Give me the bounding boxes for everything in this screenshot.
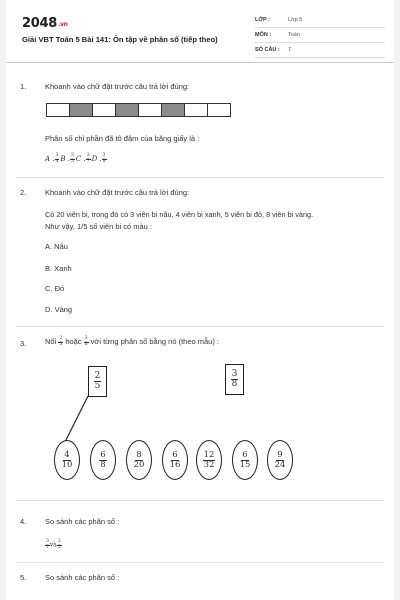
prompt-text: Nối (45, 337, 57, 346)
conjunction: và (49, 541, 57, 549)
fraction-oval[interactable] (162, 440, 188, 480)
answer-option[interactable]: C. Đỏ (45, 284, 65, 293)
meta-label: SỐ CÂU : (255, 47, 280, 53)
fraction: $\frac{3}{5}$ (71, 153, 74, 164)
meta-label: LỚP : (255, 17, 270, 23)
question-number: 4. (20, 517, 27, 526)
fraction: $\frac{4}{10}$ (61, 450, 73, 470)
question-text: Có 20 viên bi, trong đó có 3 viên bi nâu, 4 viên bi xanh, 5 viên bi đỏ, 8 viên bi vàng. (45, 210, 314, 219)
fraction-oval[interactable] (267, 440, 293, 480)
worksheet-page (6, 0, 394, 600)
answer-option[interactable]: B. Xanh (45, 264, 72, 273)
fraction: $\frac{3}{4}$ (55, 153, 59, 164)
fraction-box-3-8[interactable] (225, 364, 244, 395)
fraction-oval[interactable] (196, 440, 222, 480)
site-logo[interactable]: 2048.vn (22, 16, 68, 31)
fraction: $\frac{6}{15}$ (239, 450, 251, 470)
fraction: $\frac{12}{32}$ (203, 450, 215, 470)
question-number: 3. (20, 339, 27, 348)
match-line (6, 0, 394, 600)
question-number: 5. (20, 573, 27, 582)
answer-option[interactable]: A. Nâu (45, 242, 68, 251)
answer-option[interactable]: A . $\frac{3}{4}$ (45, 153, 59, 164)
meta-value: Lớp 5 (288, 17, 303, 23)
fraction-oval[interactable] (90, 440, 116, 480)
question-text: Như vậy, 1/5 số viên bi có màu : (45, 222, 153, 231)
fraction-oval[interactable] (126, 440, 152, 480)
answer-option[interactable]: D . $\frac{3}{8}$ (91, 153, 106, 164)
fraction: $\frac{2}{5}$ (94, 371, 101, 391)
fraction: $\frac{8}{20}$ (133, 450, 145, 470)
fraction-oval[interactable] (232, 440, 258, 480)
comparison-expression (45, 540, 62, 550)
answer-option[interactable]: D. Vàng (45, 305, 73, 314)
fraction-oval[interactable] (54, 440, 80, 480)
question-number: 1. (20, 82, 27, 91)
prompt-text: hoặc (65, 337, 82, 346)
meta-label: MÔN : (255, 32, 272, 38)
fraction: $\frac{6}{8}$ (100, 450, 106, 470)
question-prompt: Khoanh vào chữ đặt trước câu trả lời đúng: (45, 188, 190, 197)
question-number: 2. (20, 188, 27, 197)
page-title: Giải VBT Toán 5 Bài 141: Ôn tập về phân số (tiếp theo) (22, 35, 218, 44)
fraction: $\frac{9}{24}$ (274, 450, 286, 470)
question-subtext: Phân số chỉ phần đã tô đậm của băng giấy là : (45, 134, 200, 143)
prompt-text: với từng phân số bằng nó (theo mẫu) : (90, 337, 220, 346)
answer-option[interactable]: C . $\frac{3}{7}$ (75, 153, 90, 164)
fraction: $\frac{3}{8}$ (231, 369, 238, 389)
divider (16, 562, 384, 563)
question-prompt: So sánh các phân số : (45, 517, 120, 526)
fraction: $\frac{3}{7}$ (46, 539, 49, 550)
meta-value: Toán (288, 32, 300, 38)
fraction-box-2-5[interactable] (88, 366, 107, 397)
meta-value: 7 (288, 47, 292, 53)
answer-option[interactable]: B . $\frac{3}{5}$ (60, 153, 74, 164)
fraction: $\frac{2}{5}$ (57, 539, 61, 550)
fraction: $\frac{3}{8}$ (102, 153, 106, 164)
divider (16, 500, 384, 501)
question-prompt: So sánh các phân số : (45, 573, 120, 582)
fraction: $\frac{2}{5}$ (59, 336, 63, 347)
fraction: $\frac{6}{16}$ (169, 450, 181, 470)
fraction: $\frac{3}{8}$ (84, 336, 88, 347)
fraction: $\frac{3}{7}$ (86, 153, 90, 164)
question-prompt: Khoanh vào chữ đặt trước câu trả lời đúng: (45, 82, 190, 91)
